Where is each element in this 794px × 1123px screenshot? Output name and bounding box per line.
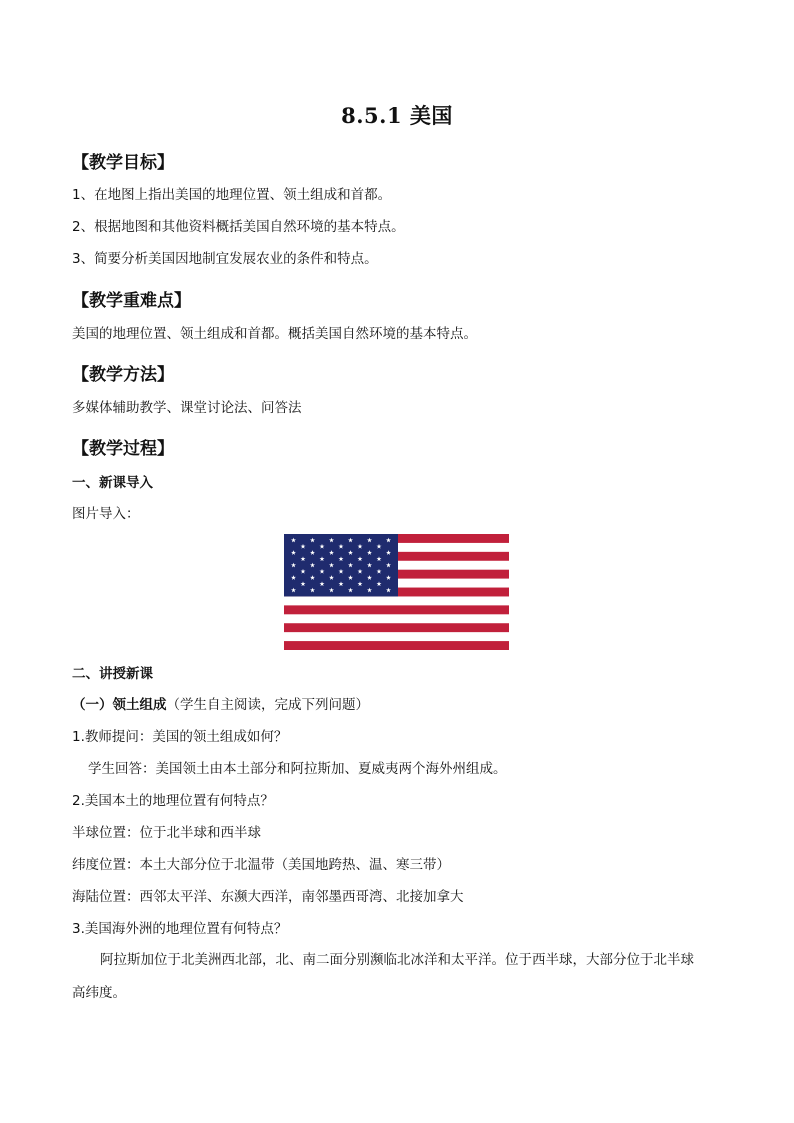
flag-stripe	[284, 641, 509, 650]
key-points-text: 美国的地理位置、领土组成和首都。概括美国自然环境的基本特点。	[72, 326, 477, 342]
alaska-text-line-2: 高纬度。	[72, 985, 126, 1001]
page-title: 8.5.1 美国	[341, 103, 453, 128]
heading-teaching-goals: 【教学目标】	[72, 153, 174, 173]
question-1: 1.教师提问：美国的领土组成如何？	[72, 729, 288, 745]
part-1-heading	[72, 696, 369, 714]
goal-item-3: 3、简要分析美国因地制宜发展农业的条件和特点。	[72, 251, 378, 267]
hemisphere-position: 半球位置：位于北半球和西半球	[72, 825, 261, 841]
heading-teaching-process: 【教学过程】	[72, 439, 174, 459]
flag-canton	[284, 534, 398, 596]
heading-teaching-methods: 【教学方法】	[72, 365, 174, 385]
us-flag-image	[284, 534, 509, 650]
flag-stripe	[284, 632, 509, 641]
section-1-text: 图片导入：	[72, 506, 140, 522]
question-2: 2.美国本土的地理位置有何特点？	[72, 793, 274, 809]
flag-stripe	[284, 596, 509, 605]
question-3: 3.美国海外洲的地理位置有何特点？	[72, 921, 288, 937]
answer-1: 学生回答：美国领土由本土部分和阿拉斯加、夏威夷两个海外州组成。	[88, 761, 507, 777]
heading-key-points: 【教学重难点】	[72, 291, 191, 311]
methods-text: 多媒体辅助教学、课堂讨论法、问答法	[72, 400, 302, 416]
part-1-bold-label: （一）领土组成	[72, 697, 167, 713]
section-1-title: 一、新课导入	[72, 475, 153, 491]
alaska-text-line-1: 阿拉斯加位于北美洲西北部，北、南二面分别濒临北冰洋和太平洋。位于西半球，大部分位于北半球	[100, 952, 694, 968]
flag-stripe	[284, 623, 509, 632]
flag-stripe	[284, 605, 509, 614]
section-2-title: 二、讲授新课	[72, 666, 153, 682]
part-1-instruction: （学生自主阅读，完成下列问题）	[166, 697, 369, 713]
sea-land-position: 海陆位置：西邻太平洋、东濒大西洋，南邻墨西哥湾、北接加拿大	[72, 889, 464, 905]
latitude-position: 纬度位置：本土大部分位于北温带（美国地跨热、温、寒三带）	[72, 857, 450, 873]
goal-item-2: 2、根据地图和其他资料概括美国自然环境的基本特点。	[72, 219, 405, 235]
flag-stripe	[284, 614, 509, 623]
goal-item-1: 1、在地图上指出美国的地理位置、领土组成和首都。	[72, 187, 392, 203]
